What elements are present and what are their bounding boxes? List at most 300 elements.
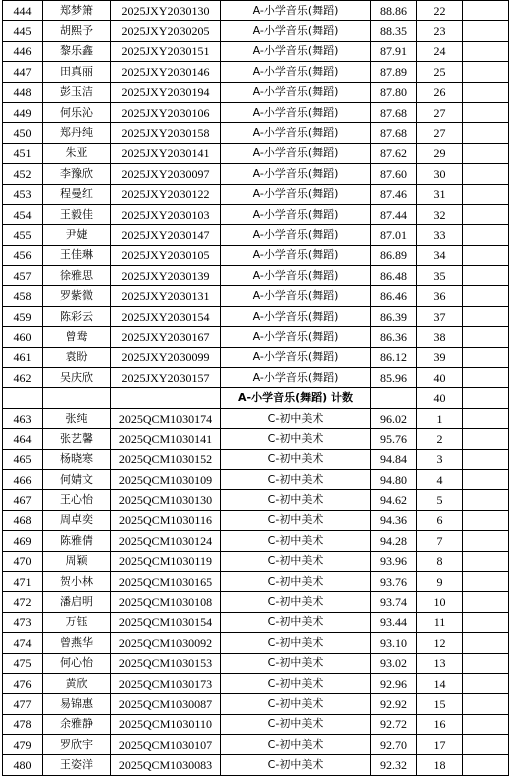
score-cell: 93.44 [371, 612, 417, 632]
row-index-cell: 446 [3, 41, 43, 61]
rank-cell: 13 [417, 653, 463, 673]
exam-number-cell: 2025JXY2030106 [111, 102, 221, 122]
subject-cell: C-初中美术 [221, 755, 371, 775]
empty-cell [463, 123, 509, 143]
table-row [3, 102, 509, 122]
score-cell: 96.02 [371, 408, 417, 428]
candidate-name-cell: 罗紫微 [43, 286, 111, 306]
row-index-cell: 447 [3, 62, 43, 82]
candidate-name-cell: 张艺馨 [43, 429, 111, 449]
rank-cell: 29 [417, 143, 463, 163]
candidate-name-cell: 何心怡 [43, 653, 111, 673]
row-index-cell: 476 [3, 673, 43, 693]
score-cell: 87.01 [371, 225, 417, 245]
exam-number-cell: 2025QCM1030108 [111, 592, 221, 612]
row-index-cell: 478 [3, 714, 43, 734]
subject-cell: C-初中美术 [221, 714, 371, 734]
table-row [3, 449, 509, 469]
subject-cell: A-小学音乐(舞蹈) [221, 1, 371, 21]
rank-cell: 4 [417, 469, 463, 489]
row-index-cell: 454 [3, 204, 43, 224]
exam-number-cell: 2025QCM1030119 [111, 551, 221, 571]
score-cell: 87.91 [371, 41, 417, 61]
candidate-name-cell: 张纯 [43, 408, 111, 428]
empty-cell [463, 286, 509, 306]
rank-cell: 8 [417, 551, 463, 571]
score-cell: 87.68 [371, 123, 417, 143]
empty-cell [463, 755, 509, 775]
rank-cell: 3 [417, 449, 463, 469]
rank-cell: 32 [417, 204, 463, 224]
subject-cell: A-小学音乐(舞蹈) [221, 266, 371, 286]
candidate-name-cell: 郑丹纯 [43, 123, 111, 143]
score-cell: 86.36 [371, 327, 417, 347]
rank-cell: 15 [417, 694, 463, 714]
row-index-cell: 452 [3, 164, 43, 184]
table-row [3, 735, 509, 755]
table-row [3, 694, 509, 714]
row-index-cell: 445 [3, 21, 43, 41]
subject-cell: C-初中美术 [221, 694, 371, 714]
table-row [3, 164, 509, 184]
rank-cell: 36 [417, 286, 463, 306]
candidate-name-cell: 何婧文 [43, 469, 111, 489]
subject-cell: C-初中美术 [221, 653, 371, 673]
subject-cell: C-初中美术 [221, 429, 371, 449]
exam-number-cell: 2025JXY2030139 [111, 266, 221, 286]
exam-number-cell: 2025QCM1030116 [111, 510, 221, 530]
subject-cell: A-小学音乐(舞蹈) [221, 41, 371, 61]
rank-cell: 25 [417, 62, 463, 82]
score-cell: 86.39 [371, 306, 417, 326]
table-row [3, 612, 509, 632]
exam-number-cell: 2025QCM1030141 [111, 429, 221, 449]
candidate-name-cell [43, 388, 111, 408]
score-cell [371, 388, 417, 408]
exam-number-cell: 2025QCM1030092 [111, 633, 221, 653]
row-index-cell: 479 [3, 735, 43, 755]
table-row [3, 469, 509, 489]
row-index-cell: 461 [3, 347, 43, 367]
rank-cell: 38 [417, 327, 463, 347]
rank-cell: 35 [417, 266, 463, 286]
row-index-cell: 472 [3, 592, 43, 612]
row-index-cell: 450 [3, 123, 43, 143]
subject-cell: C-初中美术 [221, 510, 371, 530]
candidate-name-cell: 黎乐鑫 [43, 41, 111, 61]
row-index-cell: 460 [3, 327, 43, 347]
exam-number-cell: 2025JXY2030122 [111, 184, 221, 204]
subject-cell: A-小学音乐(舞蹈) [221, 368, 371, 388]
empty-cell [463, 82, 509, 102]
subject-cell: C-初中美术 [221, 673, 371, 693]
score-cell: 87.62 [371, 143, 417, 163]
empty-cell [463, 735, 509, 755]
subject-cell: A-小学音乐(舞蹈) [221, 225, 371, 245]
rank-cell: 26 [417, 82, 463, 102]
empty-cell [463, 1, 509, 21]
rank-cell: 1 [417, 408, 463, 428]
exam-number-cell: 2025QCM1030130 [111, 490, 221, 510]
candidate-name-cell: 周颖 [43, 551, 111, 571]
table-row [3, 633, 509, 653]
candidate-name-cell: 贺小林 [43, 571, 111, 591]
rank-cell: 30 [417, 164, 463, 184]
candidate-name-cell: 罗欣宇 [43, 735, 111, 755]
subject-cell: A-小学音乐(舞蹈) [221, 21, 371, 41]
subject-cell: C-初中美术 [221, 408, 371, 428]
exam-number-cell: 2025QCM1030124 [111, 531, 221, 551]
table-row [3, 184, 509, 204]
row-index-cell: 474 [3, 633, 43, 653]
subject-cell: C-初中美术 [221, 592, 371, 612]
empty-cell [463, 102, 509, 122]
table-row [3, 368, 509, 388]
score-cell: 87.80 [371, 82, 417, 102]
candidate-name-cell: 王姿洋 [43, 755, 111, 775]
empty-cell [463, 225, 509, 245]
score-cell: 86.48 [371, 266, 417, 286]
rank-cell: 24 [417, 41, 463, 61]
empty-cell [463, 306, 509, 326]
table-row [3, 266, 509, 286]
row-index-cell: 466 [3, 469, 43, 489]
candidate-name-cell: 易锦惠 [43, 694, 111, 714]
candidate-name-cell: 袁盼 [43, 347, 111, 367]
table-row [3, 123, 509, 143]
rank-cell: 31 [417, 184, 463, 204]
empty-cell [463, 612, 509, 632]
exam-number-cell: 2025JXY2030146 [111, 62, 221, 82]
exam-number-cell: 2025JXY2030205 [111, 21, 221, 41]
subject-cell: A-小学音乐(舞蹈) [221, 184, 371, 204]
rank-cell: 10 [417, 592, 463, 612]
score-cell: 92.32 [371, 755, 417, 775]
exam-number-cell: 2025JXY2030147 [111, 225, 221, 245]
rank-cell: 23 [417, 21, 463, 41]
row-index-cell: 469 [3, 531, 43, 551]
empty-cell [463, 571, 509, 591]
score-cell: 86.12 [371, 347, 417, 367]
row-index-cell: 471 [3, 571, 43, 591]
row-index-cell: 477 [3, 694, 43, 714]
subject-cell: C-初中美术 [221, 490, 371, 510]
row-index-cell: 462 [3, 368, 43, 388]
rank-cell: 40 [417, 368, 463, 388]
empty-cell [463, 694, 509, 714]
empty-cell [463, 368, 509, 388]
table-row [3, 592, 509, 612]
subject-cell: A-小学音乐(舞蹈) [221, 123, 371, 143]
empty-cell [463, 510, 509, 530]
candidate-name-cell: 王佳琳 [43, 245, 111, 265]
table-row [3, 408, 509, 428]
candidate-name-cell: 杨晓寒 [43, 449, 111, 469]
candidate-name-cell: 何乐沁 [43, 102, 111, 122]
empty-cell [463, 347, 509, 367]
exam-number-cell: 2025JXY2030151 [111, 41, 221, 61]
subject-cell: C-初中美术 [221, 449, 371, 469]
candidate-name-cell: 曾燕华 [43, 633, 111, 653]
exam-number-cell: 2025JXY2030157 [111, 368, 221, 388]
subject-cell: C-初中美术 [221, 531, 371, 551]
rank-cell: 34 [417, 245, 463, 265]
subject-cell: A-小学音乐(舞蹈) [221, 286, 371, 306]
exam-number-cell: 2025JXY2030158 [111, 123, 221, 143]
exam-number-cell: 2025QCM1030087 [111, 694, 221, 714]
score-cell: 93.10 [371, 633, 417, 653]
rank-cell: 39 [417, 347, 463, 367]
rank-cell: 5 [417, 490, 463, 510]
empty-cell [463, 266, 509, 286]
score-cell: 87.60 [371, 164, 417, 184]
score-cell: 88.86 [371, 1, 417, 21]
row-index-cell: 458 [3, 286, 43, 306]
exam-number-cell: 2025JXY2030130 [111, 1, 221, 21]
row-index-cell: 463 [3, 408, 43, 428]
candidate-name-cell: 陈雅倩 [43, 531, 111, 551]
score-cell: 88.35 [371, 21, 417, 41]
row-index-cell: 455 [3, 225, 43, 245]
score-cell: 94.62 [371, 490, 417, 510]
score-cell: 87.89 [371, 62, 417, 82]
candidate-name-cell: 徐雅思 [43, 266, 111, 286]
score-cell: 93.02 [371, 653, 417, 673]
table-row [3, 755, 509, 775]
score-cell: 92.72 [371, 714, 417, 734]
subject-cell: C-初中美术 [221, 571, 371, 591]
score-cell: 94.80 [371, 469, 417, 489]
subject-cell: A-小学音乐(舞蹈) [221, 62, 371, 82]
candidate-name-cell: 李豫欣 [43, 164, 111, 184]
empty-cell [463, 143, 509, 163]
candidate-name-cell: 万钰 [43, 612, 111, 632]
score-cell: 85.96 [371, 368, 417, 388]
rank-cell: 9 [417, 571, 463, 591]
empty-cell [463, 490, 509, 510]
empty-cell [463, 327, 509, 347]
row-index-cell: 480 [3, 755, 43, 775]
subject-cell: A-小学音乐(舞蹈) [221, 327, 371, 347]
score-cell: 86.89 [371, 245, 417, 265]
table-row [3, 1, 509, 21]
empty-cell [463, 551, 509, 571]
exam-number-cell: 2025QCM1030154 [111, 612, 221, 632]
subject-cell: A-小学音乐(舞蹈) [221, 204, 371, 224]
rank-cell: 40 [417, 388, 463, 408]
candidate-name-cell: 彭玉洁 [43, 82, 111, 102]
candidate-name-cell: 田真丽 [43, 62, 111, 82]
row-index-cell: 444 [3, 1, 43, 21]
rank-cell: 27 [417, 123, 463, 143]
candidate-name-cell: 陈彩云 [43, 306, 111, 326]
empty-cell [463, 633, 509, 653]
exam-number-cell: 2025JXY2030097 [111, 164, 221, 184]
exam-number-cell: 2025QCM1030110 [111, 714, 221, 734]
exam-number-cell: 2025QCM1030107 [111, 735, 221, 755]
candidate-name-cell: 余雅静 [43, 714, 111, 734]
table-row [3, 653, 509, 673]
candidate-name-cell: 尹婕 [43, 225, 111, 245]
subject-cell: A-小学音乐(舞蹈) [221, 347, 371, 367]
rank-cell: 33 [417, 225, 463, 245]
score-cell: 92.70 [371, 735, 417, 755]
row-index-cell: 457 [3, 266, 43, 286]
table-row [3, 82, 509, 102]
score-cell: 95.76 [371, 429, 417, 449]
empty-cell [463, 21, 509, 41]
empty-cell [463, 469, 509, 489]
table-row [3, 347, 509, 367]
score-cell: 87.46 [371, 184, 417, 204]
score-cell: 94.36 [371, 510, 417, 530]
candidate-name-cell: 吴庆欣 [43, 368, 111, 388]
empty-cell [463, 41, 509, 61]
candidate-name-cell: 程曼红 [43, 184, 111, 204]
table-row [3, 714, 509, 734]
rank-cell: 37 [417, 306, 463, 326]
candidate-name-cell: 黄欣 [43, 673, 111, 693]
table-row [3, 41, 509, 61]
subtotal-row [3, 388, 509, 408]
exam-number-cell: 2025JXY2030154 [111, 306, 221, 326]
exam-number-cell: 2025JXY2030141 [111, 143, 221, 163]
empty-cell [463, 408, 509, 428]
exam-number-cell: 2025QCM1030173 [111, 673, 221, 693]
rank-cell: 7 [417, 531, 463, 551]
row-index-cell: 470 [3, 551, 43, 571]
score-cell: 92.92 [371, 694, 417, 714]
exam-number-cell: 2025QCM1030109 [111, 469, 221, 489]
table-row [3, 21, 509, 41]
table-row [3, 225, 509, 245]
row-index-cell: 464 [3, 429, 43, 449]
score-cell: 93.96 [371, 551, 417, 571]
subject-cell: A-小学音乐(舞蹈) 计数 [221, 388, 371, 408]
exam-number-cell: 2025QCM1030165 [111, 571, 221, 591]
subject-cell: C-初中美术 [221, 735, 371, 755]
row-index-cell: 449 [3, 102, 43, 122]
subject-cell: C-初中美术 [221, 612, 371, 632]
candidate-name-cell: 周卓奕 [43, 510, 111, 530]
table-row [3, 327, 509, 347]
candidate-name-cell: 王毅佳 [43, 204, 111, 224]
score-cell: 93.76 [371, 571, 417, 591]
exam-number-cell: 2025QCM1030152 [111, 449, 221, 469]
row-index-cell: 468 [3, 510, 43, 530]
row-index-cell: 459 [3, 306, 43, 326]
candidate-name-cell: 胡熙予 [43, 21, 111, 41]
rank-cell: 16 [417, 714, 463, 734]
subject-cell: A-小学音乐(舞蹈) [221, 143, 371, 163]
row-index-cell: 456 [3, 245, 43, 265]
candidate-name-cell: 郑梦箫 [43, 1, 111, 21]
table-row [3, 673, 509, 693]
subject-cell: A-小学音乐(舞蹈) [221, 82, 371, 102]
row-index-cell: 467 [3, 490, 43, 510]
row-index-cell: 473 [3, 612, 43, 632]
empty-cell [463, 429, 509, 449]
exam-number-cell: 2025QCM1030083 [111, 755, 221, 775]
candidate-name-cell: 王心怡 [43, 490, 111, 510]
empty-cell [463, 184, 509, 204]
rank-cell: 11 [417, 612, 463, 632]
rank-cell: 18 [417, 755, 463, 775]
subject-cell: C-初中美术 [221, 551, 371, 571]
empty-cell [463, 388, 509, 408]
rank-cell: 2 [417, 429, 463, 449]
table-row [3, 143, 509, 163]
exam-number-cell: 2025JXY2030103 [111, 204, 221, 224]
row-index-cell: 448 [3, 82, 43, 102]
row-index-cell: 475 [3, 653, 43, 673]
rank-cell: 14 [417, 673, 463, 693]
candidate-name-cell: 朱亚 [43, 143, 111, 163]
empty-cell [463, 592, 509, 612]
subject-cell: A-小学音乐(舞蹈) [221, 102, 371, 122]
score-cell: 87.68 [371, 102, 417, 122]
row-index-cell: 451 [3, 143, 43, 163]
table-row [3, 551, 509, 571]
subject-cell: A-小学音乐(舞蹈) [221, 306, 371, 326]
rank-cell: 6 [417, 510, 463, 530]
table-row [3, 62, 509, 82]
candidate-name-cell: 曾鸯 [43, 327, 111, 347]
table-row [3, 531, 509, 551]
subject-cell: C-初中美术 [221, 633, 371, 653]
empty-cell [463, 62, 509, 82]
empty-cell [463, 245, 509, 265]
subject-cell: C-初中美术 [221, 469, 371, 489]
table-row [3, 306, 509, 326]
table-row [3, 429, 509, 449]
subject-cell: A-小学音乐(舞蹈) [221, 245, 371, 265]
table-row [3, 571, 509, 591]
score-cell: 94.28 [371, 531, 417, 551]
results-table-body [3, 1, 509, 776]
score-cell: 93.74 [371, 592, 417, 612]
score-cell: 94.84 [371, 449, 417, 469]
table-row [3, 490, 509, 510]
empty-cell [463, 204, 509, 224]
table-row [3, 510, 509, 530]
exam-number-cell: 2025JXY2030167 [111, 327, 221, 347]
exam-number-cell: 2025JXY2030099 [111, 347, 221, 367]
score-cell: 92.96 [371, 673, 417, 693]
subject-cell: A-小学音乐(舞蹈) [221, 164, 371, 184]
candidate-name-cell: 潘启明 [43, 592, 111, 612]
score-cell: 87.44 [371, 204, 417, 224]
rank-cell: 17 [417, 735, 463, 755]
empty-cell [463, 449, 509, 469]
exam-number-cell: 2025QCM1030153 [111, 653, 221, 673]
exam-number-cell: 2025JXY2030194 [111, 82, 221, 102]
empty-cell [463, 164, 509, 184]
row-index-cell: 465 [3, 449, 43, 469]
exam-number-cell [111, 388, 221, 408]
empty-cell [463, 714, 509, 734]
table-row [3, 245, 509, 265]
rank-cell: 22 [417, 1, 463, 21]
rank-cell: 12 [417, 633, 463, 653]
empty-cell [463, 653, 509, 673]
row-index-cell [3, 388, 43, 408]
empty-cell [463, 673, 509, 693]
rank-cell: 27 [417, 102, 463, 122]
table-row [3, 204, 509, 224]
table-row [3, 286, 509, 306]
empty-cell [463, 531, 509, 551]
